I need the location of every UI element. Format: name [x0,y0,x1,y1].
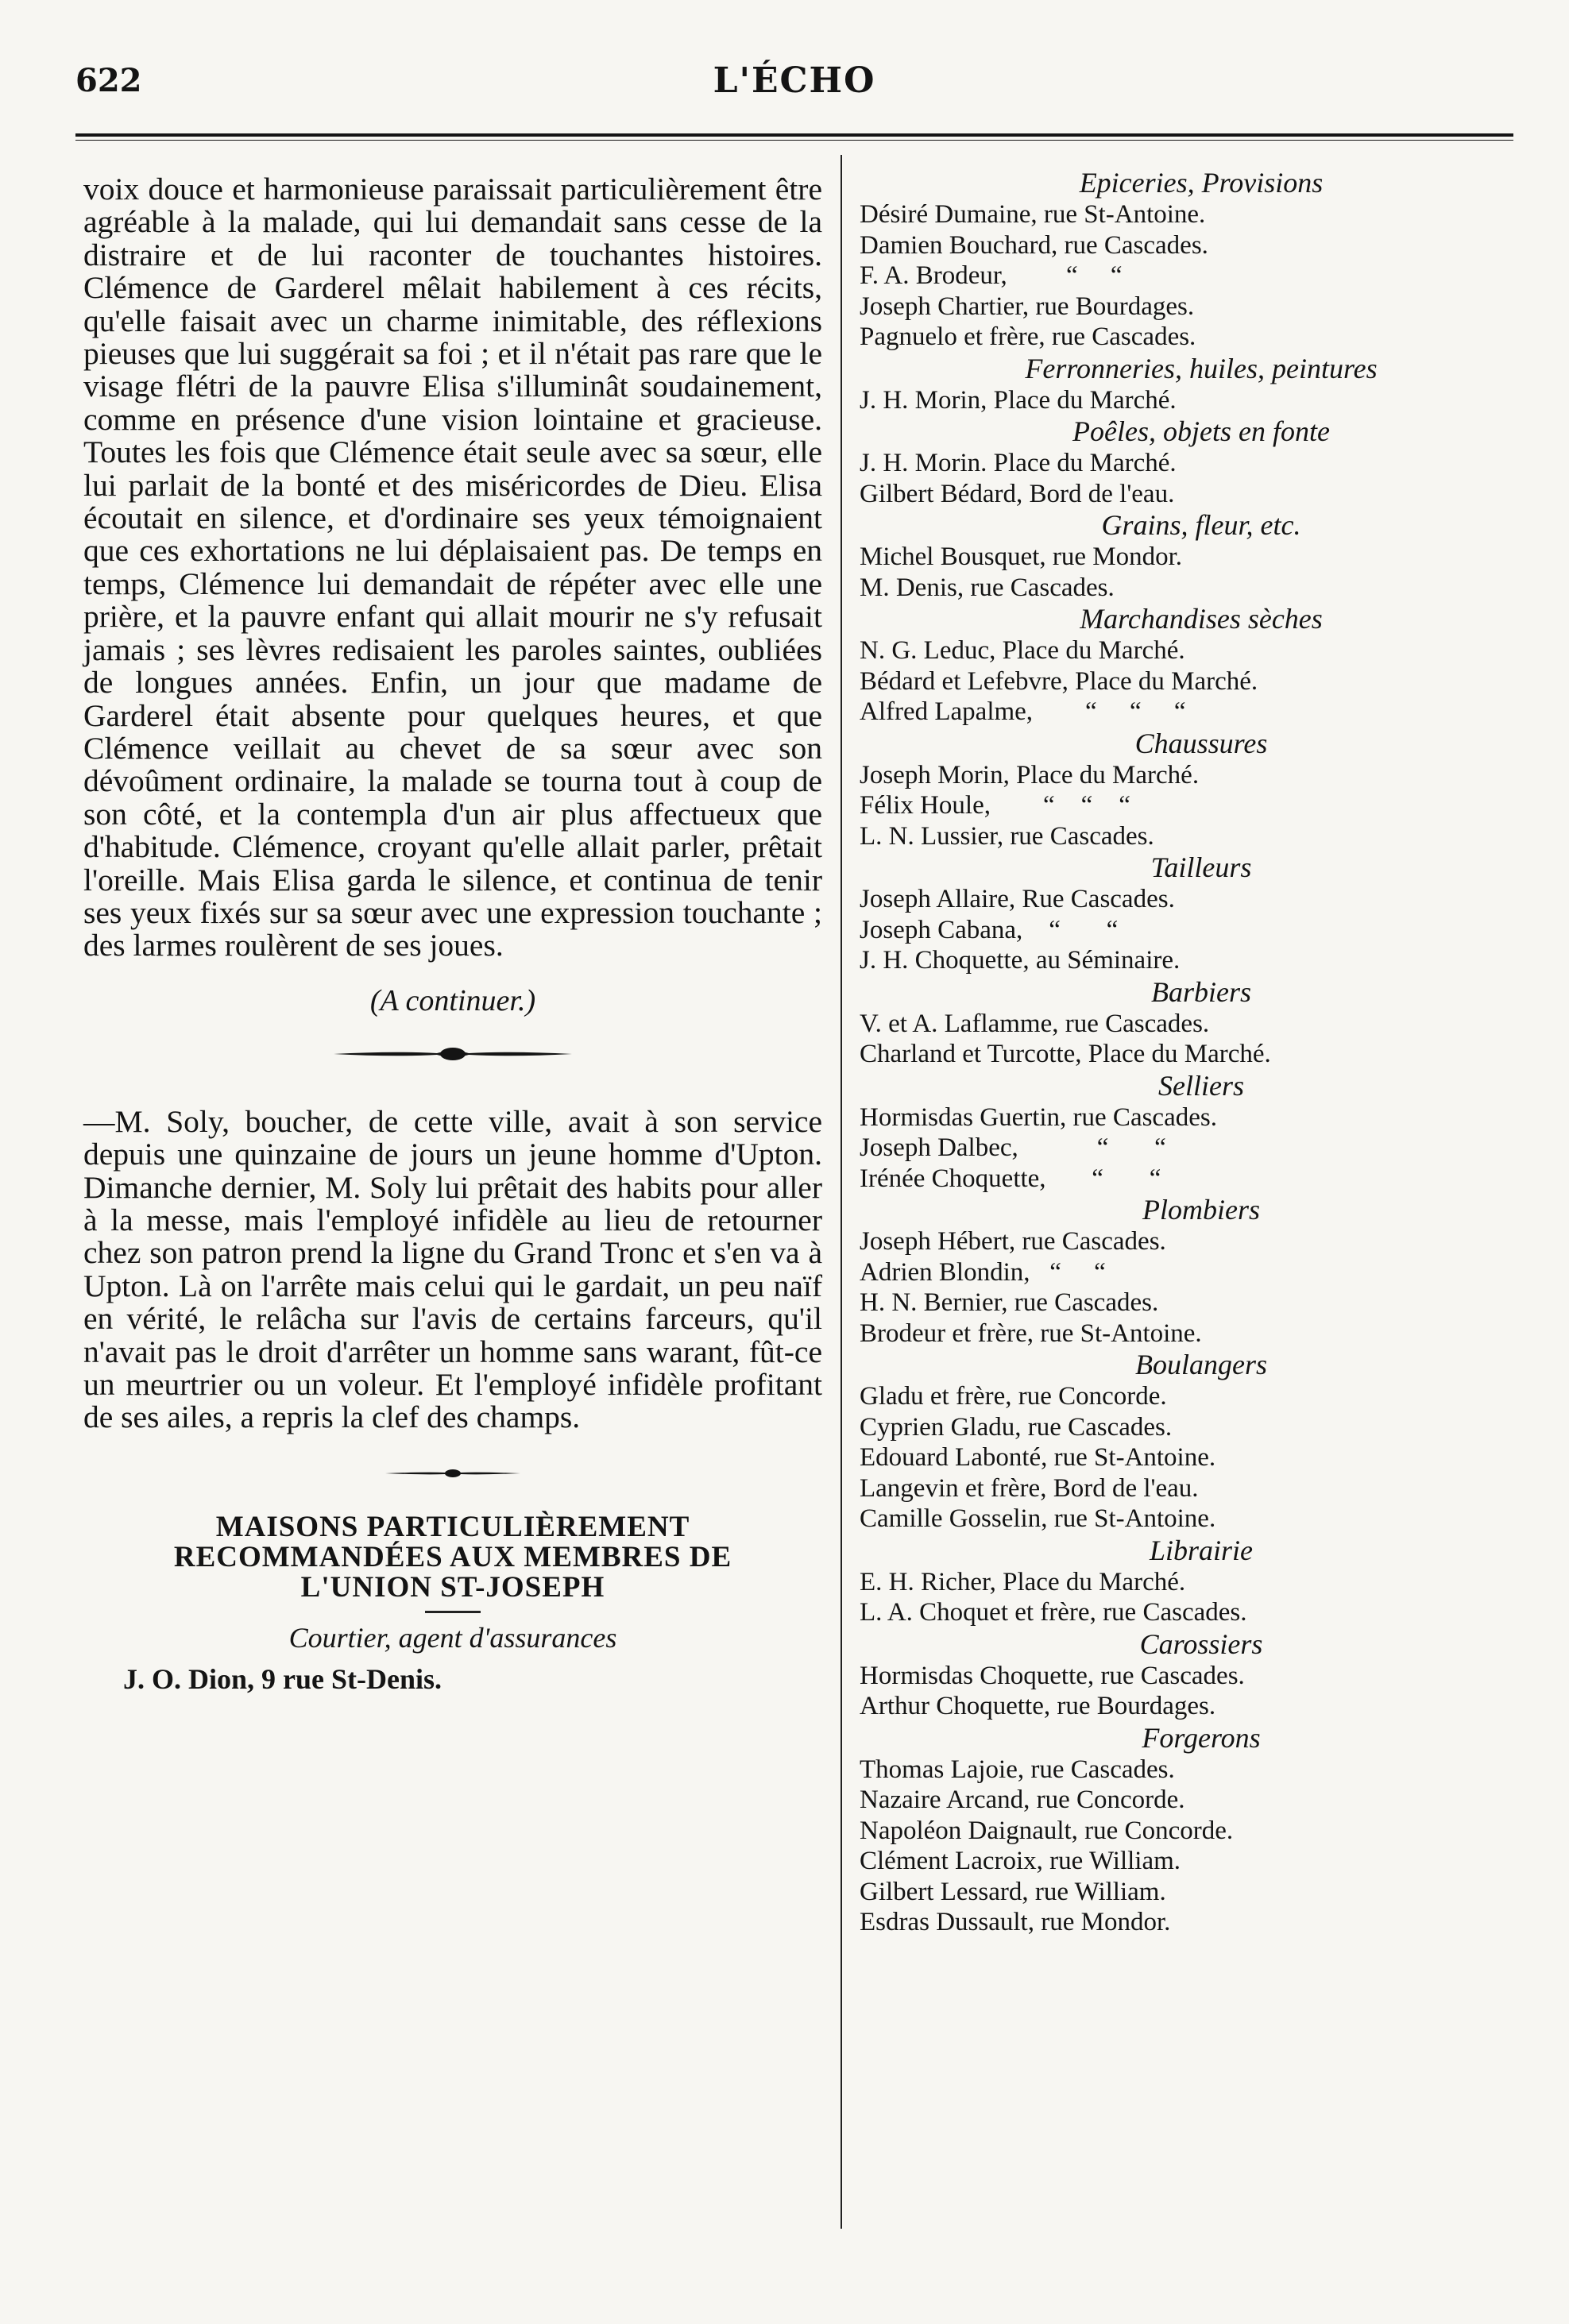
directory-entry: Cyprien Gladu, rue Cascades. [860,1412,1173,1442]
page-header [75,56,1513,103]
newspaper-title: L'ÉCHO [713,60,876,101]
category-heading: Librairie [1149,1534,1254,1566]
directory-entry: Joseph Cabana, “ “ [860,915,1119,944]
directory-entry: N. G. Leduc, Place du Marché. [860,636,1185,665]
header-rule [75,133,1513,137]
category-heading: Carossiers [1139,1627,1263,1660]
category-heading: Tailleurs [1150,851,1252,883]
directory-entry: L. A. Choquet et frère, rue Cascades. [860,1598,1247,1627]
directory-entry: Joseph Dalbec, “ “ [860,1133,1166,1162]
directory-entry: Joseph Hébert, rue Cascades. [860,1227,1166,1256]
directory-entry: Edouard Labonté, rue St-Antoine. [860,1443,1216,1472]
directory-entry: Adrien Blondin, “ “ [860,1257,1106,1287]
directory-list [860,167,1543,1938]
category-heading: Forgerons [1142,1721,1261,1754]
directory-entry: J. H. Choquette, au Séminaire. [860,946,1181,975]
directory-entry: Joseph Chartier, rue Bourdages. [860,291,1195,321]
category-heading: Poêles, objets en fonte [1072,415,1330,447]
ornament-divider-icon [334,1042,572,1066]
directory-entry: Gladu et frère, rue Concorde. [860,1382,1167,1411]
continued-note: (A continuer.) [369,983,536,1017]
directory-entry: J. H. Morin. Place du Marché. [860,449,1177,477]
directory-entry: M. Denis, rue Cascades. [860,573,1115,602]
directory-entry: Thomas Lajoie, rue Cascades. [860,1755,1175,1784]
category-heading: Selliers [1158,1069,1244,1102]
directory-heading-line: RECOMMANDÉES AUX MEMBRES DE [173,1540,732,1573]
directory-entry: Esdras Dussault, rue Mondor. [860,1908,1171,1936]
directory-entry: Arthur Choquette, rue Bourdages. [860,1692,1216,1720]
directory-entry: Camille Gosselin, rue St-Antoine. [860,1504,1216,1533]
heading-rule [425,1611,481,1613]
directory-entry: Désiré Dumaine, rue St-Antoine. [860,200,1206,229]
directory-entry: Hormisdas Choquette, rue Cascades. [860,1661,1245,1690]
left-column [83,173,822,1696]
directory-entry: H. N. Bernier, rue Cascades. [860,1288,1159,1317]
serial-story-paragraph: voix douce et harmonieuse paraissait particulièrement être agréable à la malade, qui lui demandait sans cesse de la distraire et de lui raconter de touchantes histoires. Clémence de Garderel mêlait habilement à ces récits, qu'elle faisait avec un charme inimitable, des réflexions pieuses que lui suggérait sa foi ; et il n'était pas rare que le visage flétri de la pauvre Elisa s'illuminât soudainement, comme en présence d'une vision lointaine et gracieuse. Toutes les fois que Clémence était seule avec sa sœur, elle lui parlait de la bonté et des miséricordes de Dieu. Elisa écoutait en silence, et d'ordinaire ses yeux témoignaient que ces exhortations ne lui déplaisaient pas. De temps en temps, Clémence lui demandait de répéter avec elle une prière, et la pauvre enfant qui allait mourir ne s'y refusait jamais ; ses lèvres redisaient les paroles saintes, oubliées de longues années. Enfin, un jour que madame de Garderel était absente pour quelques heures, et que Clémence veillait au chevet de sa sœur avec son dévoûment ordinaire, la malade se tourna tout à coup de son côté, et la contempla d'un air plus affectueux que d'habitude. Clémence, croyant qu'elle allait parler, prêtait l'oreille. Mais Elisa garda le silence, et continua de tenir ses yeux fixés sur sa sœur avec une expression touchante ; des larmes roulèrent de ses joues. [83,172,822,963]
directory-entry: Alfred Lapalme, “ “ “ [860,697,1186,726]
directory-entry: F. A. Brodeur, “ “ [860,261,1123,290]
category-heading: Ferronneries, huiles, peintures [1025,352,1378,384]
directory-entry: Joseph Allaire, Rue Cascades. [860,885,1175,913]
category-heading: Boulangers [1135,1349,1267,1380]
directory-heading-line: MAISONS PARTICULIÈREMENT [215,1510,690,1543]
directory-entry: Langevin et frère, Bord de l'eau. [860,1473,1199,1503]
directory-entry: Brodeur et frère, rue St-Antoine. [860,1318,1202,1348]
directory-entry: Nazaire Arcand, rue Concorde. [860,1785,1185,1814]
directory-entry: Damien Bouchard, rue Cascades. [860,230,1208,260]
category-heading: Courtier, agent d'assurances [288,1621,617,1654]
directory-entry: Bédard et Lefebvre, Place du Marché. [860,666,1258,696]
directory-entry: Gilbert Bédard, Bord de l'eau. [860,479,1175,508]
directory-entry: E. H. Richer, Place du Marché. [860,1567,1186,1596]
directory-entry: Irénée Choquette, “ “ [860,1164,1161,1193]
category-heading: Grains, fleur, etc. [1101,509,1301,541]
directory-entry: Napoléon Daignault, rue Concorde. [860,1816,1234,1845]
directory-entry: Hormisdas Guertin, rue Cascades. [860,1102,1217,1132]
directory-entry: Clément Lacroix, rue William. [860,1847,1181,1875]
category-heading: Epiceries, Provisions [1079,167,1324,199]
directory-entry: Félix Houle, “ “ “ [860,791,1130,820]
directory-entry: V. et A. Laflamme, rue Cascades. [860,1009,1210,1038]
category-heading: Barbiers [1151,975,1251,1008]
category-heading: Plombiers [1142,1194,1260,1226]
directory-entry: J. O. Dion, 9 rue St-Denis. [123,1662,442,1695]
directory-entry: Gilbert Lessard, rue William. [860,1877,1166,1906]
news-item-paragraph: —M. Soly, boucher, de cette ville, avait à son service depuis une quinzaine de jours un jeune homme d'Upton. Dimanche dernier, M. Soly lui prêtait des habits pour aller à la messe, mais l'employé infidèle au lieu de retourner chez son patron prend la ligne du Grand Tronc et s'en va à Upton. Là on l'arrête mais celui qui le gardait, un peu naïf en vérité, le relâcha sur l'avis de certains farceurs, qu'il n'avait pas le droit d'arrêter un homme sans warant, fût-ce un meurtrier ou un voleur. Et l'employé infidèle profitant de ses ailes, a repris la clef des champs. [83,1103,822,1435]
directory-entry: Joseph Morin, Place du Marché. [860,760,1200,789]
directory-heading-line: L'UNION ST-JOSEPH [300,1570,605,1604]
category-heading: Marchandises sèches [1080,603,1323,635]
small-ornament-icon [385,1465,520,1482]
right-column [860,167,1543,1938]
directory-entry: Charland et Turcotte, Place du Marché. [860,1040,1271,1068]
column-divider [841,155,842,2229]
directory-entry: Pagnuelo et frère, rue Cascades. [860,322,1196,351]
directory-heading [83,1512,822,1603]
directory-entry: J. H. Morin, Place du Marché. [860,385,1177,415]
category-heading: Chaussures [1134,727,1268,759]
directory-entry: L. N. Lussier, rue Cascades. [860,821,1154,851]
header-rule-thin [75,140,1513,141]
page-number: 622 [75,62,142,99]
directory-entry: Michel Bousquet, rue Mondor. [860,542,1183,571]
